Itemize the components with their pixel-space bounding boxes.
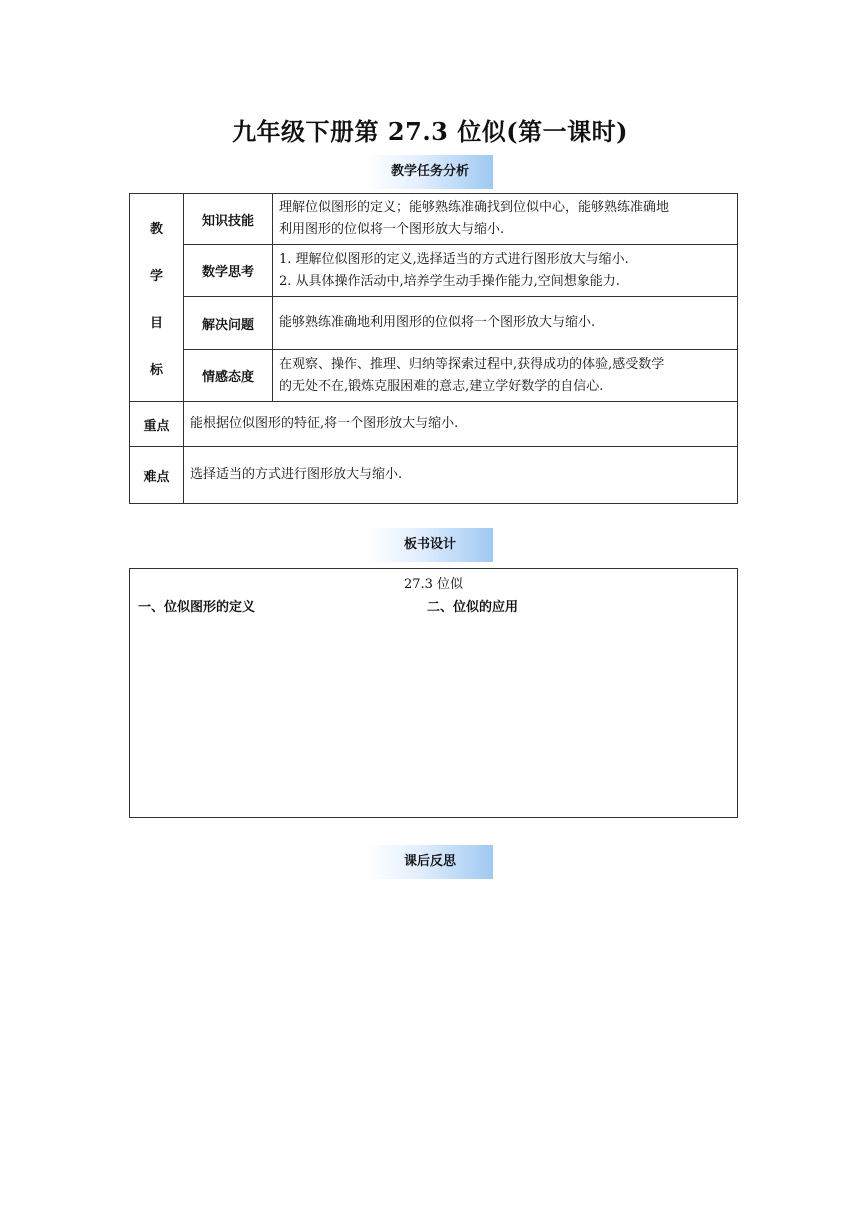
board-title: 27.3 位似	[403, 577, 464, 592]
table-row	[130, 402, 738, 447]
board-right-heading: 二、位似的应用	[427, 600, 519, 615]
content-line: 1. 理解位似图形的定义,选择适当的方式进行图形放大与缩小.	[279, 251, 629, 267]
content-line: 理解位似图形的定义；能够熟练准确找到位似中心，能够熟练准确地	[279, 200, 670, 215]
key-point-text: 能根据位似图形的特征,将一个图形放大与缩小.	[184, 402, 738, 447]
content-line: 2. 从具体操作活动中,培养学生动手操作能力,空间想象能力.	[279, 273, 620, 289]
objectives-label-char: 教	[149, 221, 163, 237]
section-heading-analysis: 教学任务分析	[367, 155, 493, 189]
difficulty-text: 选择适当的方式进行图形放大与缩小.	[184, 447, 738, 504]
category-knowledge: 知识技能	[184, 194, 273, 245]
section-heading-reflection: 课后反思	[367, 845, 493, 879]
table-row	[130, 194, 738, 245]
objectives-table	[129, 193, 738, 504]
objectives-label-char: 目	[149, 315, 163, 331]
content-line: 能够熟练准确地利用图形的位似将一个图形放大与缩小.	[279, 315, 596, 330]
objective-content-thinking	[273, 245, 738, 297]
table-row	[130, 447, 738, 504]
table-row	[130, 245, 738, 297]
objective-content-problem-solving	[273, 297, 738, 350]
section-heading-board: 板书设计	[367, 528, 493, 562]
category-problem-solving: 解决问题	[184, 297, 273, 350]
page-title: 九年级下册第 27.3 位似(第一课时)	[232, 117, 628, 146]
objectives-label-cell	[130, 194, 184, 402]
difficulty-label: 难点	[130, 447, 184, 504]
objectives-label-char: 标	[149, 362, 163, 378]
board-design-box	[129, 568, 738, 818]
board-left-heading: 一、位似图形的定义	[138, 600, 256, 615]
objectives-label-char: 学	[149, 268, 163, 284]
key-point-label: 重点	[130, 402, 184, 447]
content-line: 在观察、操作、推理、归纳等探索过程中,获得成功的体验,感受数学	[279, 356, 665, 372]
objective-content-knowledge	[273, 194, 738, 245]
table-row	[130, 297, 738, 350]
category-attitude: 情感态度	[184, 350, 273, 402]
table-row	[130, 350, 738, 402]
content-line: 的无处不在,锻炼克服困难的意志,建立学好数学的自信心.	[279, 378, 604, 394]
objectives-label	[131, 218, 182, 378]
content-line: 利用图形的位似将一个图形放大与缩小.	[279, 222, 505, 237]
category-thinking: 数学思考	[184, 245, 273, 297]
objective-content-attitude	[273, 350, 738, 402]
